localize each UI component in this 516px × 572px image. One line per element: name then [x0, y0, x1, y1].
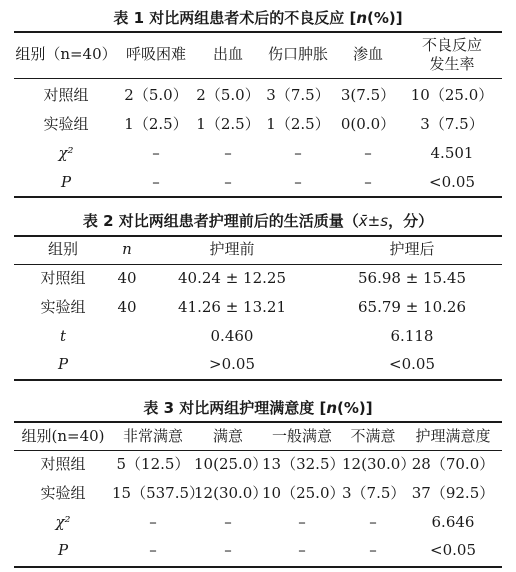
table1-row-control-label: 对照组: [43, 86, 89, 104]
table1-top-rule: [14, 31, 502, 33]
table1-header-adverse-line1: 不良反应: [421, 36, 482, 54]
table1-row-p-label: P: [60, 173, 72, 191]
table3-header-rule: [14, 450, 502, 451]
table2-header-n: n: [122, 240, 132, 258]
table3-row-control-satisfied: 10(25.0）: [194, 455, 268, 473]
table1-row-control-swelling: 3（7.5）: [266, 86, 330, 104]
table3-header-fair: 一般满意: [271, 427, 332, 445]
table1-header-dyspnea: 呼吸困难: [125, 45, 186, 63]
table2-header-rule: [14, 264, 502, 265]
table2-row-control-label: 对照组: [40, 269, 86, 287]
table3-row-control-rate: 28（70.0）: [411, 455, 495, 473]
table3-row-p-fair: –: [298, 541, 306, 559]
table1-row-chisq-oozing: –: [364, 144, 372, 162]
table3-row-experimental-fair: 10（25.0）: [262, 484, 345, 502]
table3-bottom-rule: [14, 566, 502, 568]
table1-row-chisq-rate: 4.501: [430, 144, 474, 162]
table1-row-chisq-dyspnea: –: [152, 144, 160, 162]
table3-caption-n: n: [326, 399, 338, 417]
table1-caption: [0, 7, 516, 28]
table3-row-chisq-fair: –: [298, 513, 306, 531]
table1-row-experimental-bleeding: 1（2.5）: [196, 115, 260, 133]
table1-row-control-dyspnea: 2（5.0）: [124, 86, 188, 104]
table2-row-p-label: P: [57, 355, 69, 373]
table2-caption-prefix: 表 2 对比两组患者护理前后的生活质量（: [82, 212, 359, 230]
table1-row-control-bleeding: 2（5.0）: [196, 86, 260, 104]
table3-row-chisq-rate: 6.646: [431, 513, 475, 531]
table2-header-group: 组别: [47, 240, 78, 258]
table3-row-experimental-dissatisfied: 3（7.5）: [342, 484, 406, 502]
table3-caption-suffix: (%)]: [337, 399, 373, 417]
table2-row-experimental-before: 41.26 ± 13.21: [178, 298, 286, 316]
table3-header-satisfied: 满意: [212, 427, 243, 445]
table2-row-control-n: 40: [117, 269, 137, 287]
table3-row-control-very-satisfied: 5（12.5）: [116, 455, 190, 473]
table3-top-rule: [14, 421, 502, 423]
table3-row-experimental-label: 实验组: [40, 484, 86, 502]
table3-row-experimental-rate: 37（92.5）: [411, 484, 495, 502]
table1-header-oozing: 渗血: [352, 45, 383, 63]
table2-caption-suffix: ，分）: [388, 212, 434, 230]
table2-caption: [0, 210, 516, 231]
table1-caption-prefix: 表 1 对比两组患者术后的不良反应 [: [113, 9, 357, 27]
table1-row-p-dyspnea: –: [152, 173, 160, 191]
table3-row-chisq-satisfied: –: [224, 513, 232, 531]
table3-header-group: 组别(n=40): [21, 427, 105, 445]
table1-header-adverse-line2: 发生率: [429, 55, 475, 73]
table1-header-swelling: 伤口肿胀: [267, 45, 328, 63]
table1-row-control-oozing: 3(7.5）: [340, 86, 396, 104]
table1-header-bleeding: 出血: [212, 45, 243, 63]
table1-header-group: 组别（n=40）: [15, 45, 117, 63]
table2-top-rule: [14, 235, 502, 237]
table2-row-experimental-n: 40: [117, 298, 137, 316]
table3-row-p-label: P: [57, 541, 69, 559]
table1-row-chisq-bleeding: –: [224, 144, 232, 162]
table3-row-control-fair: 13（32.5）: [262, 455, 345, 473]
table2-header-after: 护理后: [389, 240, 435, 258]
table1-caption-n: n: [356, 9, 368, 27]
table2-row-t-after: 6.118: [390, 327, 434, 345]
table2-bottom-rule: [14, 379, 502, 381]
table3-row-p-rate: <0.05: [430, 541, 476, 559]
table3-caption-prefix: 表 3 对比两组护理满意度 [: [143, 399, 327, 417]
table3-row-chisq-very-satisfied: –: [149, 513, 157, 531]
table3-row-chisq-dissatisfied: –: [369, 513, 377, 531]
table1-bottom-rule: [14, 196, 502, 198]
table1-header-rule: [14, 78, 502, 79]
table2-row-p-after: <0.05: [389, 355, 435, 373]
table3-row-p-dissatisfied: –: [369, 541, 377, 559]
table1-row-chisq-swelling: –: [294, 144, 302, 162]
table1-row-p-rate: <0.05: [429, 173, 475, 191]
table1-row-p-swelling: –: [294, 173, 302, 191]
table2-row-t-before: 0.460: [210, 327, 254, 345]
table3-row-p-satisfied: –: [224, 541, 232, 559]
table2-row-control-after: 56.98 ± 15.45: [358, 269, 466, 287]
table1-row-experimental-label: 实验组: [43, 115, 89, 133]
table2-caption-stat: x̄±s: [358, 212, 389, 230]
table2-row-experimental-label: 实验组: [40, 298, 86, 316]
table1-row-p-oozing: –: [364, 173, 372, 191]
table2-row-t-label: t: [59, 327, 67, 345]
table2-header-before: 护理前: [209, 240, 255, 258]
table2-row-control-before: 40.24 ± 12.25: [178, 269, 286, 287]
table1-row-experimental-swelling: 1（2.5）: [266, 115, 330, 133]
table3-caption: [0, 397, 516, 418]
table3-row-chisq-label: χ²: [55, 513, 71, 531]
table2-row-experimental-after: 65.79 ± 10.26: [358, 298, 466, 316]
table3-header-dissatisfied: 不满意: [350, 427, 396, 445]
table1-row-p-bleeding: –: [224, 173, 232, 191]
table3-row-experimental-very-satisfied: 15（537.5）: [112, 484, 205, 502]
table1-row-chisq-label: χ²: [58, 144, 74, 162]
table1-row-experimental-oozing: 0(0.0）: [340, 115, 396, 133]
table3-header-very-satisfied: 非常满意: [122, 427, 183, 445]
table1-row-experimental-dyspnea: 1（2.5）: [124, 115, 188, 133]
table3-row-p-very-satisfied: –: [149, 541, 157, 559]
table3-row-experimental-satisfied: 12(30.0）: [194, 484, 268, 502]
table1-caption-suffix: (%)]: [367, 9, 403, 27]
table1-row-control-rate: 10（25.0）: [410, 86, 494, 104]
table3-row-control-dissatisfied: 12(30.0）: [342, 455, 416, 473]
table3-row-control-label: 对照组: [40, 455, 86, 473]
table1-row-experimental-rate: 3（7.5）: [420, 115, 484, 133]
table3-header-satisfaction-rate: 护理满意度: [415, 427, 491, 445]
table2-row-p-before: >0.05: [209, 355, 255, 373]
